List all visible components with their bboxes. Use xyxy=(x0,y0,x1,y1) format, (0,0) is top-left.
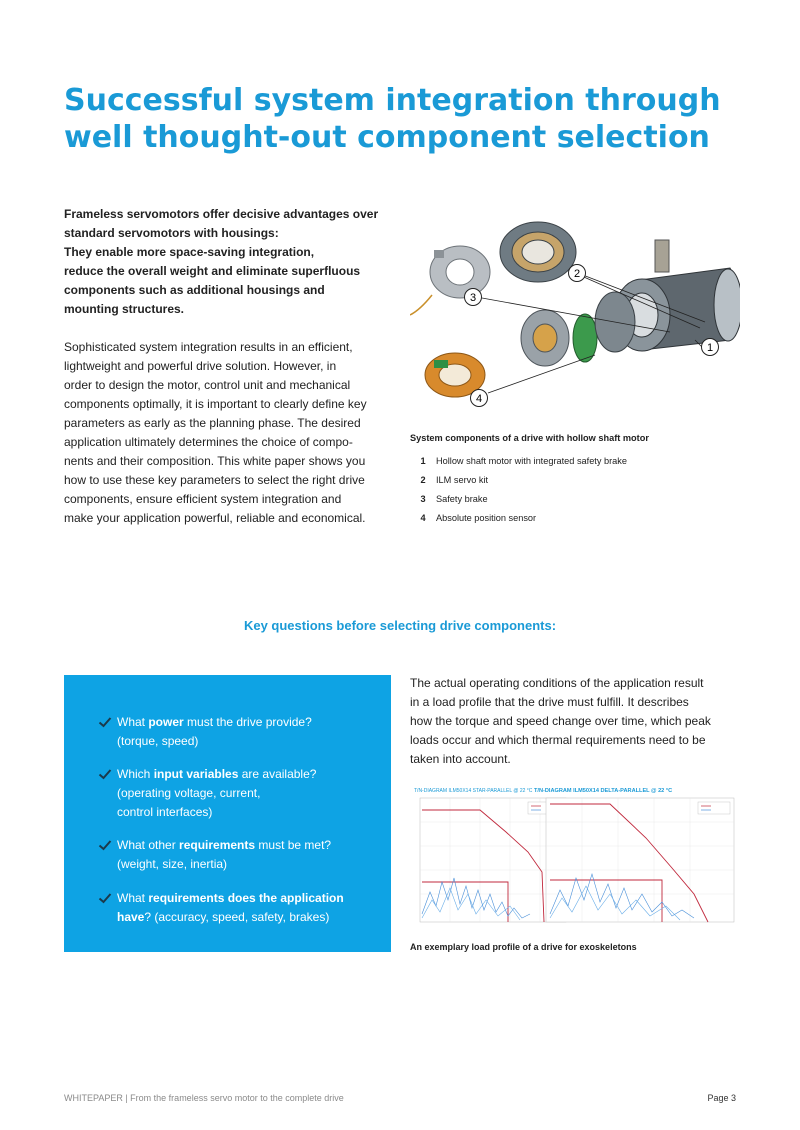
intro-lead-line: They enable more space-saving integration, xyxy=(64,245,315,259)
svg-text:3: 3 xyxy=(469,292,477,304)
checkmark-icon xyxy=(98,838,112,852)
chart-right-title: T/N-DIAGRAM ILM50X14 DELTA-PARALLEL @ 22 °C xyxy=(534,788,673,794)
intro-body-line: Sophisticated system integration results in an efficient, xyxy=(64,340,353,354)
drive-exploded-illustration xyxy=(410,210,740,430)
question-detail: control interfaces) xyxy=(117,805,213,819)
title-line-2: well thought-out component selection xyxy=(64,120,710,155)
intro-body-line: parameters as early as the planning phase. The desired xyxy=(64,416,361,430)
intro-body-line: order to design the motor, control unit and mechanical xyxy=(64,378,351,392)
intro-text xyxy=(64,205,394,528)
title-line-1: Successful system integration through xyxy=(64,83,721,118)
figure-legend xyxy=(410,451,740,527)
question-detail: (operating voltage, current, xyxy=(117,786,261,800)
paragraph-line: taken into account. xyxy=(410,752,511,766)
intro-body-line: components optimally, it is important to clearly define key xyxy=(64,397,367,411)
chart-left-title: T/N-DIAGRAM ILM50X14 STAR-PARALLEL @ 22 °C xyxy=(414,788,533,794)
paragraph-line: in a load profile that the drive must fulfill. It describes xyxy=(410,695,689,709)
question-bold: input variables xyxy=(153,767,239,781)
intro-body-line: application ultimately determines the choice of compo- xyxy=(64,435,353,449)
question-post: must be met? xyxy=(255,838,332,852)
intro-lead-line: components such as additional housings and xyxy=(64,283,325,297)
question-detail: (weight, size, inertia) xyxy=(117,857,228,871)
legend-item xyxy=(410,451,740,470)
legend-number: 2 xyxy=(420,474,426,485)
callout-4 xyxy=(471,390,488,407)
paragraph-line: how the torque and speed change over time, which peak xyxy=(410,714,711,728)
callout-1 xyxy=(702,339,719,356)
callout-2 xyxy=(569,265,586,282)
intro-lead-line: reduce the overall weight and eliminate superfluous xyxy=(64,264,361,278)
question-item xyxy=(98,836,383,874)
intro-body-line: nents and their composition. This white paper shows you xyxy=(64,454,366,468)
legend-item xyxy=(410,508,740,527)
legend-text: Absolute position sensor xyxy=(436,512,537,523)
checkmark-icon xyxy=(98,715,112,729)
question-detail: ? (accuracy, speed, safety, brakes) xyxy=(144,910,330,924)
intro-body-line: lightweight and powerful drive solution. However, in xyxy=(64,359,337,373)
figure-caption: System components of a drive with hollow shaft motor xyxy=(410,433,649,443)
load-profile-charts xyxy=(410,782,740,937)
intro-lead-line: standard servomotors with housings: xyxy=(64,226,279,240)
question-bold: requirements does the application xyxy=(148,891,344,905)
question-bold: requirements xyxy=(179,838,256,852)
question-item xyxy=(98,889,383,927)
callout-3 xyxy=(465,289,482,306)
legend-item xyxy=(410,470,740,489)
intro-body-line: components, ensure efficient system integration and xyxy=(64,492,342,506)
section-heading: Key questions before selecting drive components: xyxy=(243,618,557,633)
question-pre: What xyxy=(117,891,149,905)
intro-lead-line: Frameless servomotors offer decisive advantages over xyxy=(64,207,379,221)
load-profile-text xyxy=(410,674,740,769)
intro-body xyxy=(64,338,394,528)
paragraph-line: The actual operating conditions of the application result xyxy=(410,676,704,690)
intro-lead-line: mounting structures. xyxy=(64,302,185,316)
legend-text: ILM servo kit xyxy=(436,474,489,485)
checkmark-icon xyxy=(98,891,112,905)
question-item xyxy=(98,713,383,751)
legend-number: 3 xyxy=(420,493,426,504)
svg-text:2: 2 xyxy=(573,268,581,280)
chart-right xyxy=(534,788,734,922)
legend-text: Hollow shaft motor with integrated safety brake xyxy=(436,455,627,466)
question-detail: (torque, speed) xyxy=(117,734,199,748)
legend-number: 4 xyxy=(420,512,426,523)
question-bold: power xyxy=(148,715,184,729)
checkmark-icon xyxy=(98,767,112,781)
legend-item xyxy=(410,489,740,508)
question-post: are available? xyxy=(238,767,317,781)
question-item xyxy=(98,765,383,822)
legend-number: 1 xyxy=(420,455,426,466)
paragraph-line: loads occur and which thermal requirements need to be xyxy=(410,733,706,747)
chart-caption: An exemplary load profile of a drive for exoskeletons xyxy=(410,942,637,952)
page-title xyxy=(64,82,744,156)
page-number: Page 3 xyxy=(707,1093,736,1103)
footer-text: WHITEPAPER | From the frameless servo motor to the complete drive xyxy=(64,1093,344,1103)
question-pre: What xyxy=(117,715,149,729)
intro-body-line: how to use these key parameters to select the right drive xyxy=(64,473,365,487)
legend-text: Safety brake xyxy=(436,493,488,504)
intermediate-parts xyxy=(521,292,635,366)
key-questions-box xyxy=(64,675,391,952)
question-post: must the drive provide? xyxy=(183,715,312,729)
intro-lead xyxy=(64,205,394,319)
svg-text:4: 4 xyxy=(475,393,483,405)
question-pre: What other xyxy=(117,838,180,852)
question-pre: Which xyxy=(117,767,154,781)
servo-kit-part xyxy=(500,222,576,282)
intro-body-line: make your application powerful, reliable and economical. xyxy=(64,511,366,525)
safety-brake-part xyxy=(410,246,490,315)
svg-text:1: 1 xyxy=(706,342,714,354)
question-bold: have xyxy=(117,910,145,924)
